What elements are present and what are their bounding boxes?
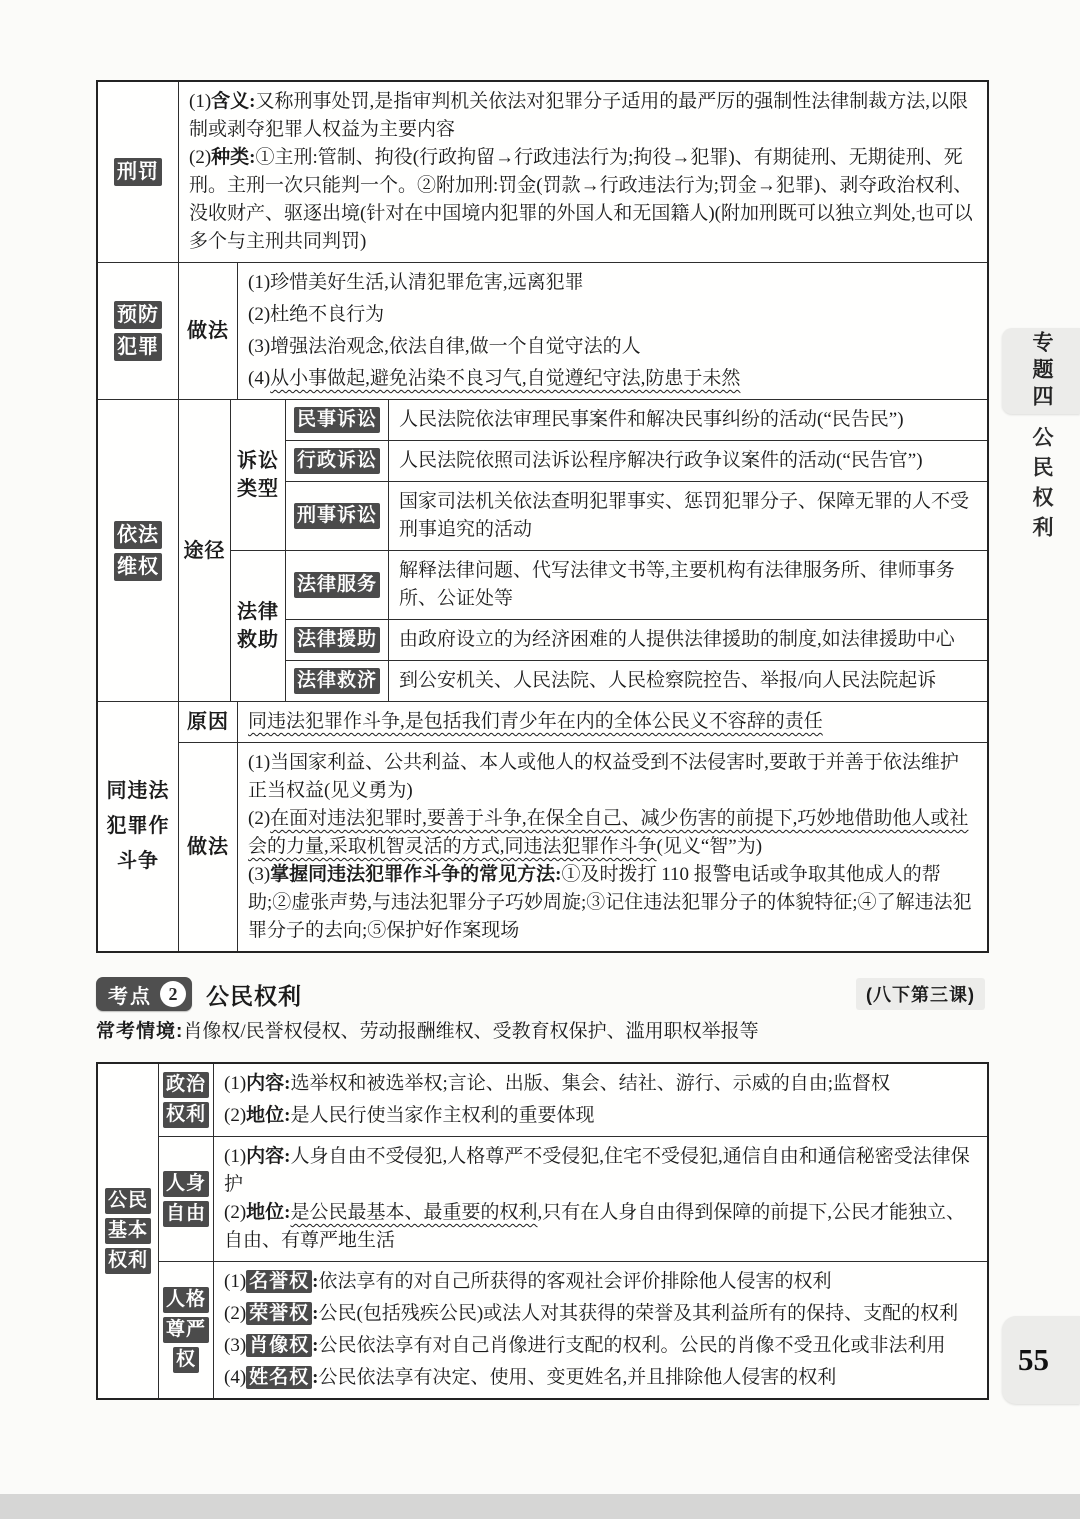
- term-chip: 法律服务: [294, 572, 380, 598]
- term-chip: 人格: [163, 1287, 209, 1313]
- label-line: 同违法: [106, 780, 170, 802]
- paragraph: [248, 805, 977, 861]
- text-segment: 公民(包括残疾公民)或法人对其获得的荣誉及其利益所有的保持、支配的权利: [318, 1303, 959, 1324]
- subheader-yuanyin: 原因: [187, 711, 229, 733]
- table-row-yufang-fanzui: [98, 262, 987, 399]
- term-chip: 尊严: [163, 1317, 209, 1343]
- term-chip: 行政诉讼: [294, 448, 380, 474]
- text-segment: (1): [224, 1146, 247, 1167]
- text-segment: 公民依法享有决定、使用、变更姓名,并且排除他人侵害的权利: [318, 1367, 837, 1388]
- paragraph: [224, 1330, 977, 1362]
- page-number-tab: [1002, 1316, 1080, 1404]
- exam-point-title: 公民权利: [206, 982, 302, 1009]
- row-renge-zunyan-quan: [159, 1261, 987, 1398]
- text-segment: 地位:: [246, 1105, 291, 1126]
- row-label-yufang-fanzui: [98, 263, 178, 399]
- text-segment: 掌握同违法犯罪作斗争的常见方法:: [270, 864, 562, 885]
- inline-term-chip: 荣誉权: [246, 1302, 312, 1325]
- xingfa-content: [178, 82, 987, 262]
- text-segment: 在面对违法犯罪时,要善于斗争,在保全自己、减少伤害的前提下,巧妙地借助他人或社会的力量,采取机智灵活的方式,同违法犯罪作斗争: [248, 808, 969, 857]
- group-susong-leixing: [231, 400, 987, 550]
- paragraph: 到公安机关、人民法院、人民检察院控告、举报/向人民法院起诉: [399, 670, 937, 691]
- item-xingzheng-susong: [286, 440, 987, 481]
- term-chip: 政治: [163, 1072, 209, 1098]
- paragraph: [248, 363, 977, 395]
- text-segment: (2)杜绝不良行为: [248, 304, 385, 325]
- paragraph: [248, 708, 977, 736]
- paragraph: [248, 267, 977, 299]
- row-label-xingfa: [98, 82, 178, 262]
- subheader-zuofa: 做法: [187, 836, 229, 858]
- text-segment: 人身自由不受侵犯,人格尊严不受侵犯,住宅不受侵犯,通信自由和通信秘密受法律保护: [224, 1146, 970, 1195]
- text-segment: (4): [224, 1367, 247, 1388]
- exam-point-badge-label: 考点: [108, 985, 152, 1008]
- group-head: [231, 551, 285, 701]
- text-segment: 同违法犯罪作斗争,是包括我们青少年在内的全体公民义不容辞的责任: [248, 711, 823, 732]
- paragraph: [224, 1100, 977, 1132]
- text-segment: (1)当国家利益、公共利益、本人或他人的权益受到不法侵害时,要敢于并善于依法维护正当权益(见义勇为): [248, 752, 959, 801]
- row-label-gongmin-jiben-quanli: [98, 1064, 158, 1398]
- table-row-yifa-weiquan: [98, 399, 987, 701]
- text-segment: (3): [248, 864, 271, 885]
- term-chip: 民事诉讼: [294, 407, 380, 433]
- paragraph: [224, 1362, 977, 1394]
- paragraph: [224, 1068, 977, 1100]
- text-segment: 依法享有的对自己所获得的客观社会评价排除他人侵害的权利: [318, 1271, 832, 1292]
- text-segment: (2): [224, 1303, 247, 1324]
- text-segment: (1): [189, 91, 212, 112]
- row-label-renge-zunyan-quan: [159, 1262, 213, 1398]
- row-label-yifa-weiquan: [98, 400, 178, 701]
- text-segment: ,只有在人身自由得到保障的前提下,公民才能独立、自由、有尊严地生活: [224, 1202, 966, 1251]
- text-segment: 选举权和被选举权;言论、出版、集会、结社、游行、示威的自由;监督权: [290, 1073, 891, 1094]
- text-segment: (1): [224, 1073, 247, 1094]
- paragraph: [248, 861, 977, 945]
- weiquan-groups: [230, 400, 987, 701]
- row-zhengzhi-quanli: [159, 1064, 987, 1136]
- text-segment: :: [312, 1303, 319, 1324]
- inline-term-chip: 名誉权: [246, 1270, 312, 1293]
- exam-point-header: [96, 974, 985, 1014]
- text-segment: 又称刑事处罚,是指审判机关依法对犯罪分子适用的最严厉的强制性法律制裁方法,以限制或剥夺犯罪人权益为主要内容: [189, 91, 968, 140]
- text-segment: 是公民最基本、最重要的权利: [290, 1202, 538, 1223]
- exam-point-number: 2: [160, 981, 186, 1007]
- term-chip: 基本: [105, 1218, 151, 1244]
- text-segment: (2): [224, 1202, 247, 1223]
- subrow-zuofa: [179, 742, 987, 951]
- term-chip: 人身: [163, 1171, 209, 1197]
- table-row-douzheng: [98, 701, 987, 951]
- subheader-zuofa: 做法: [178, 263, 237, 399]
- item-xingshi-susong: [286, 481, 987, 550]
- topic-tab-label: 专题四: [1030, 330, 1053, 412]
- term-chip: 自由: [163, 1201, 209, 1227]
- text-segment: :: [312, 1367, 319, 1388]
- paragraph: [248, 749, 977, 805]
- text-segment: 含义:: [211, 91, 256, 112]
- group-falv-jiuzhu: [231, 550, 987, 701]
- text-segment: :: [312, 1335, 319, 1356]
- yufang-content: [237, 263, 987, 399]
- text-segment: 内容:: [246, 1146, 291, 1167]
- text-segment: 是人民行使当家作主权利的重要体现: [290, 1105, 595, 1126]
- inline-term-chip: 姓名权: [246, 1366, 312, 1389]
- term-chip: 公民: [105, 1188, 151, 1214]
- row-label-renshen-ziyou: [159, 1137, 213, 1261]
- term-chip: 依法: [114, 521, 162, 549]
- text-segment: ①主刑:管制、拘役(行政拘留→行政违法行为;拘役→犯罪)、有期徒刑、无期徒刑、死刑。主刑一次只能判一个。②附加刑:罚金(罚款→行政违法行为;罚金→犯罪)、剥夺政治权利、没收财产、驱逐出境(针对在中国境内犯罪的外国人和无国籍人)(附加刑既可以独立判处,也可以多个与主刑共同判罚): [189, 147, 973, 252]
- item-minshi-susong: [286, 400, 987, 440]
- label-line: 斗争: [117, 850, 159, 872]
- citizen-rights-table: [96, 1062, 989, 1400]
- group-head-line: 救助: [237, 629, 279, 651]
- term-chip: 权利: [163, 1102, 209, 1128]
- term-chip: 犯罪: [114, 333, 162, 361]
- term-chip: 刑事诉讼: [294, 503, 380, 529]
- term-chip: 预防: [114, 301, 162, 329]
- term-chip: 刑罚: [114, 158, 162, 186]
- margin-title-text: 公民权利: [1030, 426, 1053, 546]
- paragraph: 解释法律问题、代写法律文书等,主要机构有法律服务所、律师事务所、公证处等: [399, 560, 955, 609]
- text-segment: (见义“智”为): [656, 836, 763, 857]
- paragraph: 国家司法机关依法查明犯罪事实、惩罚犯罪分子、保障无罪的人不受刑事追究的活动: [399, 491, 970, 540]
- text-segment: 公民依法享有对自己肖像进行支配的权利。公民的肖像不受丑化或非法利用: [318, 1335, 946, 1356]
- item-falv-fuwu: [286, 551, 987, 619]
- page-number: 55: [1018, 1342, 1049, 1377]
- paragraph: [248, 299, 977, 331]
- paragraph: 人民法院依法审理民事案件和解决民事纠纷的活动(“民告民”): [399, 409, 904, 430]
- text-segment: :: [312, 1271, 319, 1292]
- group-head-line: 法律: [237, 601, 279, 623]
- group-head: [231, 400, 285, 550]
- paragraph: [224, 1199, 977, 1255]
- row-renshen-ziyou: [159, 1136, 987, 1261]
- item-falv-jiuji: [286, 660, 987, 701]
- subrow-yuanyin: [179, 702, 987, 742]
- text-segment: (1): [224, 1271, 247, 1292]
- paragraph: [224, 1143, 977, 1199]
- text-segment: (4): [248, 368, 271, 389]
- term-chip: 法律救济: [294, 668, 380, 694]
- row-label-douzheng: [98, 702, 178, 951]
- text-segment: (1)珍惜美好生活,认清犯罪危害,远离犯罪: [248, 272, 584, 293]
- paragraph: [189, 144, 977, 256]
- paragraph: 人民法院依照司法诉讼程序解决行政争议案件的活动(“民告官”): [399, 450, 923, 471]
- group-head-line: 诉讼: [237, 450, 279, 472]
- term-chip: 权: [173, 1347, 199, 1373]
- text-segment: ①及时拨打 110 报警电话或争取其他成人的帮助;②虚张声势,与违法犯罪分子巧妙周旋;③记住违法犯罪分子的体貌特征;④了解违法犯罪分子的去向;⑤保护好作案现场: [248, 864, 972, 941]
- term-chip: 法律援助: [294, 627, 380, 653]
- topic-tab: [1002, 328, 1080, 414]
- inline-term-chip: 肖像权: [246, 1334, 312, 1357]
- item-falv-yuanzhu: [286, 619, 987, 660]
- paragraph: 由政府设立的为经济困难的人提供法律援助的制度,如法律援助中心: [399, 629, 955, 650]
- paragraph: [189, 88, 977, 144]
- text-segment: (2): [189, 147, 212, 168]
- text-segment: (2): [248, 808, 271, 829]
- bottom-margin-bar: [0, 1494, 1080, 1519]
- exam-point-badge: [96, 977, 192, 1011]
- table-row-xingfa: [98, 82, 987, 262]
- text-segment: 从小事做起,避免沾染不良习气,自觉遵纪守法,防患于未然: [270, 368, 741, 389]
- row-label-zhengzhi-quanli: [159, 1064, 213, 1136]
- margin-title: [1002, 426, 1080, 586]
- text-segment: (3): [224, 1335, 247, 1356]
- text-segment: 种类:: [211, 147, 256, 168]
- common-contexts-label: 常考情境:: [96, 1021, 184, 1042]
- text-segment: 地位:: [246, 1202, 291, 1223]
- common-contexts-text: 肖像权/民誉权侵权、劳动报酬维权、受教育权保护、滥用职权举报等: [183, 1021, 759, 1042]
- term-chip: 权利: [105, 1248, 151, 1274]
- paragraph: [224, 1298, 977, 1330]
- text-segment: (2): [224, 1105, 247, 1126]
- paragraph: [248, 331, 977, 363]
- group-head-line: 类型: [237, 478, 279, 500]
- subheader-tujing: 途径: [178, 400, 230, 701]
- law-summary-table: [96, 80, 989, 953]
- term-chip: 维权: [114, 553, 162, 581]
- text-segment: (3)增强法治观念,依法自律,做一个自觉守法的人: [248, 336, 641, 357]
- common-contexts-line: [96, 1017, 985, 1047]
- paragraph: [224, 1266, 977, 1298]
- label-line: 犯罪作: [106, 815, 170, 837]
- exam-point-source-note: (八下第三课): [856, 978, 985, 1010]
- text-segment: 内容:: [246, 1073, 291, 1094]
